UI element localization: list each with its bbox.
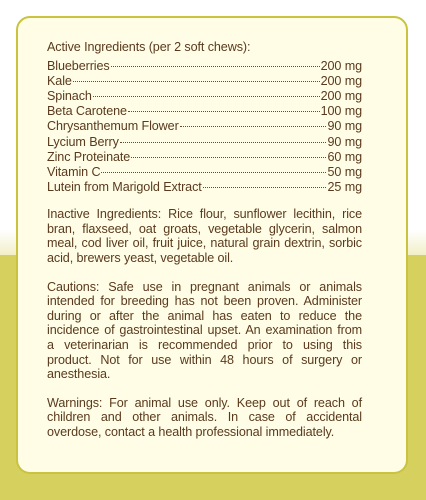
ingredient-name: Beta Carotene <box>47 104 127 119</box>
inactive-ingredients-text: Inactive Ingredients: Rice flour, sunflower lecithin, rice bran, flaxseed, oat groats, vegetable glycerin, salmon meal, cod liver oil, fruit juice, natural grain dextrin, sorbic acid, brewers yeast, vegetable oil. <box>47 207 362 266</box>
ingredient-name: Blueberries <box>47 58 110 73</box>
ingredient-name: Lycium Berry <box>47 134 119 149</box>
active-ingredients-heading: Active Ingredients (per 2 soft chews): <box>47 40 251 54</box>
ingredient-name: Vitamin C <box>47 164 101 179</box>
ingredient-row <box>47 178 362 193</box>
dot-leader <box>101 160 326 173</box>
ingredient-name: Lutein from Marigold Extract <box>47 180 202 195</box>
ingredient-name: Chrysanthemum Flower <box>47 119 179 134</box>
ingredient-amount: 60 mg <box>327 149 362 164</box>
cautions-text: Cautions: Safe use in pregnant animals or animals intended for breeding has not been proven. Administer during or after the animal has eaten to reduce the incidence of gastrointestinal upset. An examination from a veterinarian is recommended prior to using this product. Not for use within 48 hours of surgery or anesthesia. <box>47 279 362 382</box>
label-content <box>47 40 362 440</box>
ingredient-amount: 200 mg <box>320 88 362 103</box>
dot-leader <box>120 130 327 143</box>
dot-leader <box>111 54 320 67</box>
dot-leader <box>73 69 320 82</box>
ingredient-amount: 50 mg <box>327 164 362 179</box>
dot-leader <box>180 114 327 127</box>
warnings-text: Warnings: For animal use only. Keep out of reach of children and other animals. In case of accidental overdose, contact a health professional immediately. <box>47 395 362 439</box>
ingredient-amount: 90 mg <box>327 119 362 134</box>
ingredient-name: Spinach <box>47 88 92 103</box>
ingredient-amount: 25 mg <box>327 180 362 195</box>
ingredient-amount: 200 mg <box>320 58 362 73</box>
ingredient-amount: 90 mg <box>327 134 362 149</box>
dot-leader <box>93 84 320 97</box>
dot-leader <box>128 99 320 112</box>
dot-leader <box>131 145 326 158</box>
dot-leader <box>203 175 327 188</box>
ingredient-amount: 200 mg <box>320 73 362 88</box>
ingredient-name: Zinc Proteinate <box>47 149 131 164</box>
active-ingredients-list <box>47 57 362 194</box>
ingredient-amount: 100 mg <box>320 104 362 119</box>
ingredient-name: Kale <box>47 73 72 88</box>
